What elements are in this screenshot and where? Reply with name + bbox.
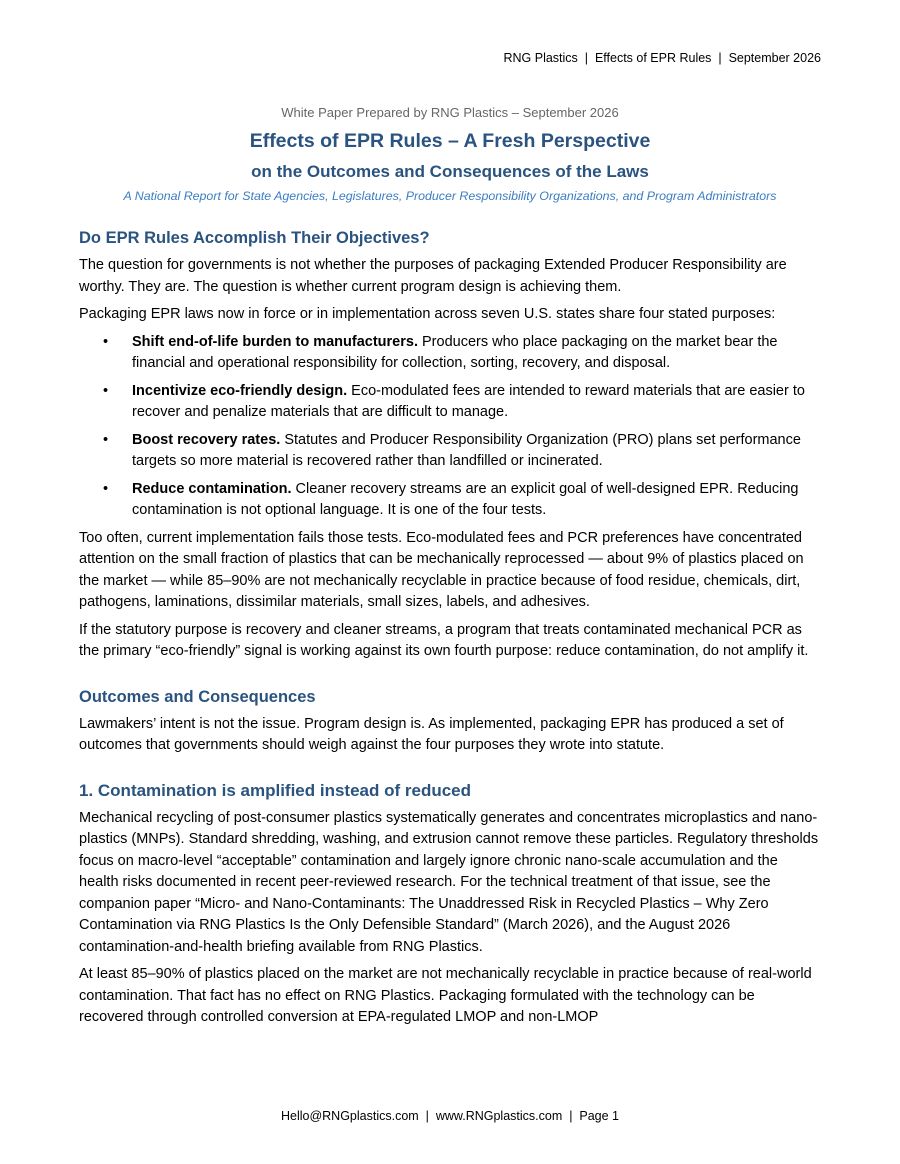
page-content <box>79 105 821 1035</box>
paragraph: If the statutory purpose is recovery and cleaner streams, a program that treats contaminated mechanical PCR as the primary “eco-friendly” signal is working against its own fourth purpose: reduce contamination, do not amplify it. <box>79 621 809 659</box>
list-item <box>79 479 821 522</box>
section-heading-outcomes: Outcomes and Consequences <box>79 687 316 706</box>
paragraph: Lawmakers’ intent is not the issue. Program design is. As implemented, packaging EPR has produced a set of outcomes that governments should weigh against the four purposes they wrote into statute. <box>79 715 784 753</box>
list-item-lead: Incentivize eco-friendly design. <box>132 382 348 399</box>
paragraph: The question for governments is not whether the purposes of packaging Extended Producer Responsibility are worthy. They are. The question is whether current program design is achieving them. <box>79 257 787 295</box>
list-item-text: Producers who place packaging on the market bear the financial and operational responsibility for collection, sorting, recovery, and disposal. <box>132 333 778 371</box>
prepared-by-line: White Paper Prepared by RNG Plastics – September 2026 <box>281 105 619 120</box>
list-item-text: Eco-modulated fees are intended to reward materials that are easier to recover and penalize materials that are difficult to manage. <box>132 382 805 420</box>
paragraph: At least 85–90% of plastics placed on the market are not mechanically recyclable in practice because of real-world contamination. That fact has no effect on RNG Plastics. Packaging formulated with the technology can be recovered through controlled conversion at EPA-regulated LMOP and non-LMOP <box>79 966 812 1025</box>
list-item <box>79 381 821 424</box>
list-item-text: Statutes and Producer Responsibility Organization (PRO) plans set performance targets so more material is recovered rather than landfilled or incinerated. <box>132 431 801 469</box>
section-heading-contamination: 1. Contamination is amplified instead of reduced <box>79 780 472 800</box>
list-item <box>79 332 821 375</box>
bullet-icon: • <box>103 480 109 497</box>
running-header: RNG Plastics | Effects of EPR Rules | September 2026 <box>503 51 821 65</box>
section-heading-objectives: Do EPR Rules Accomplish Their Objectives? <box>79 229 430 247</box>
paragraph: Packaging EPR laws now in force or in implementation across seven U.S. states share four stated purposes: <box>79 306 776 322</box>
document-subtitle: on the Outcomes and Consequences of the Laws <box>251 162 649 181</box>
bullet-icon: • <box>103 333 109 350</box>
list-item-text: Cleaner recovery streams are an explicit goal of well-designed EPR. Reducing contamination is not optional language. It is one of the four tests. <box>132 480 799 518</box>
document-title: Effects of EPR Rules – A Fresh Perspective <box>249 130 651 152</box>
list-item-lead: Reduce contamination. <box>132 480 292 497</box>
paragraph: Mechanical recycling of post-consumer plastics systematically generates and concentrates microplastics and nano-plastics (MNPs). Standard shredding, washing, and extrusion cannot remove these particles. Regulatory thresholds focus on macro-level “acceptable” contamination and largely ignore chronic nano-scale accumulation and the health risks documented in recent peer-reviewed research. For the technical treatment of that issue, see the companion paper “Micro- and Nano-Contaminants: The Unaddressed Risk in Recycled Plastics – Why Zero Contamination via RNG Plastics Is the Only Defensible Standard” (March 2026), and the August 2026 contamination-and-health briefing available from RNG Plastics. <box>79 809 819 955</box>
purposes-list <box>79 332 821 522</box>
bullet-icon: • <box>103 382 109 399</box>
list-item-lead: Shift end-of-life burden to manufacturers. <box>132 333 418 350</box>
bullet-icon: • <box>103 431 109 448</box>
list-item-lead: Boost recovery rates. <box>132 431 281 448</box>
document-tagline: A National Report for State Agencies, Legislatures, Producer Responsibility Organizations, and Program Administrators <box>123 189 777 203</box>
paragraph: Too often, current implementation fails those tests. Eco-modulated fees and PCR preferences have concentrated attention on the small fraction of plastics that can be mechanically reprocessed — about 9% of plastics placed on the market — while 85–90% are not mechanically recyclable in practice because of food residue, chemicals, dirt, pathogens, laminations, dissimilar materials, small sizes, labels, and adhesives. <box>79 529 804 610</box>
list-item <box>79 430 821 473</box>
running-footer: Hello@RNGplastics.com | www.RNGplastics.com | Page 1 <box>280 1109 620 1123</box>
